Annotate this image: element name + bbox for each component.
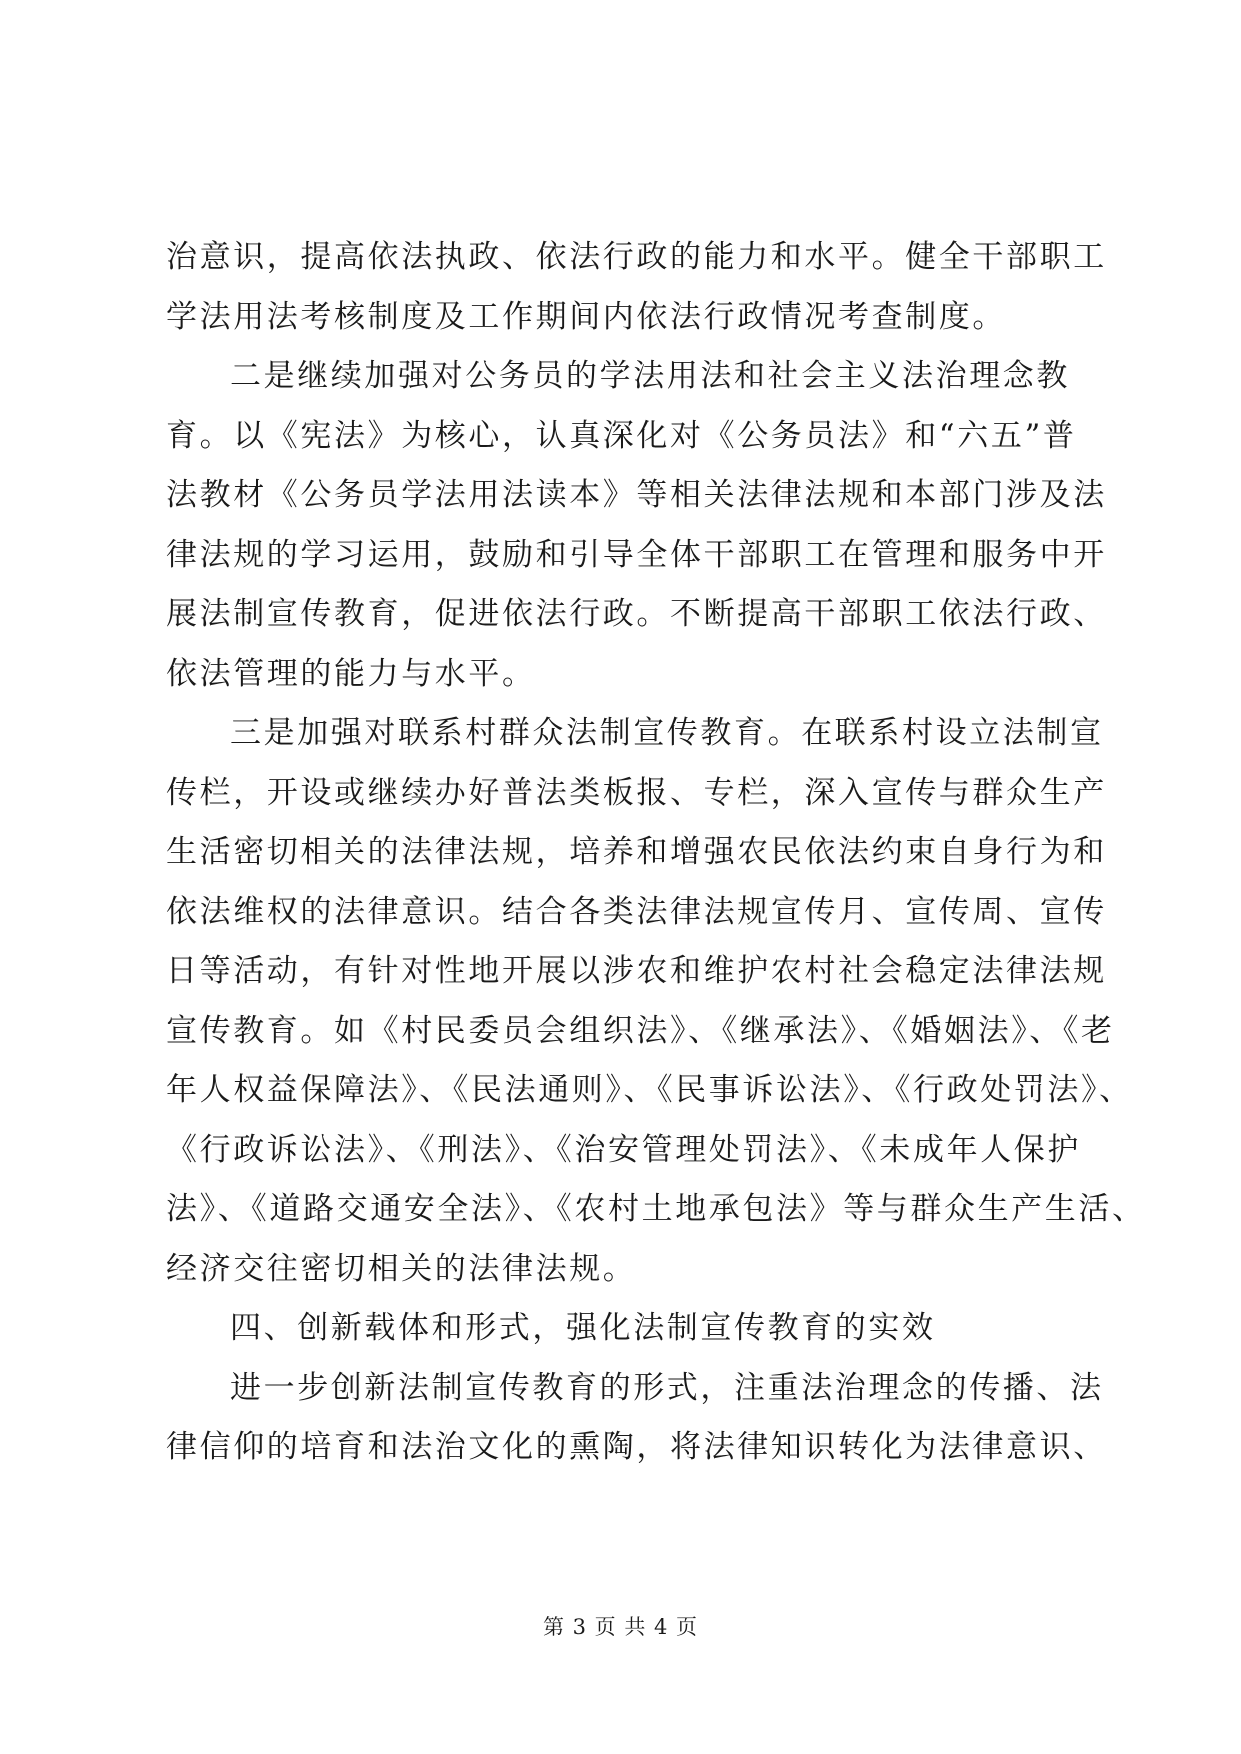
document-body bbox=[166, 228, 1146, 1478]
text-line: 经济交往密切相关的法律法规。 bbox=[166, 1250, 637, 1287]
text-line: 育。以《宪法》为核心，认真深化对《公务员法》和“六五”普 bbox=[166, 417, 1077, 454]
text-line: 依法管理的能力与水平。 bbox=[166, 655, 536, 692]
text-line: 法教材《公务员学法用法读本》等相关法律法规和本部门涉及法 bbox=[166, 477, 1107, 513]
text-line: 依法维权的法律意识。结合各类法律法规宣传月、宣传周、宣传 bbox=[166, 893, 1107, 930]
text-line: 治意识，提高依法执政、依法行政的能力和水平。健全干部职工 bbox=[166, 239, 1107, 275]
text-line: 学法用法考核制度及工作期间内依法行政情况考查制度。 bbox=[166, 298, 1006, 335]
text-line: 《行政诉讼法》、《刑法》、《治安管理处罚法》、《未成年人保护 bbox=[166, 1131, 1081, 1168]
paragraph-start-line: 进一步创新法制宣传教育的形式，注重法治理念的传播、法 bbox=[230, 1369, 1104, 1406]
text-line: 律法规的学习运用，鼓励和引导全体干部职工在管理和服务中开 bbox=[166, 536, 1107, 573]
text-line: 生活密切相关的法律法规，培养和增强农民依法约束自身行为和 bbox=[166, 834, 1107, 870]
text-line: 传栏，开设或继续办好普法类板报、专栏，深入宣传与群众生产 bbox=[166, 774, 1107, 811]
section-heading: 四、创新载体和形式，强化法制宣传教育的实效 bbox=[230, 1310, 936, 1346]
paragraph-start-line: 二是继续加强对公务员的学法用法和社会主义法治理念教 bbox=[230, 358, 1070, 394]
paragraph-start-line: 三是加强对联系村群众法制宣传教育。在联系村设立法制宣 bbox=[230, 715, 1104, 751]
text-line: 年人权益保障法》、《民法通则》、《民事诉讼法》、《行政处罚法》、 bbox=[166, 1072, 1133, 1108]
text-line: 宣传教育。如《村民委员会组织法》、《继承法》、《婚姻法》、《老 bbox=[166, 1012, 1115, 1049]
text-line: 律信仰的培育和法治文化的熏陶，将法律知识转化为法律意识、 bbox=[166, 1429, 1107, 1465]
text-line: 日等活动，有针对性地开展以涉农和维护农村社会稳定法律法规 bbox=[166, 953, 1107, 989]
text-line: 法》、《道路交通安全法》、《农村土地承包法》等与群众生产生活、 bbox=[166, 1191, 1146, 1227]
page-footer: 第 3 页 共 4 页 bbox=[542, 1615, 699, 1639]
text-line: 展法制宣传教育，促进依法行政。不断提高干部职工依法行政、 bbox=[166, 596, 1107, 632]
